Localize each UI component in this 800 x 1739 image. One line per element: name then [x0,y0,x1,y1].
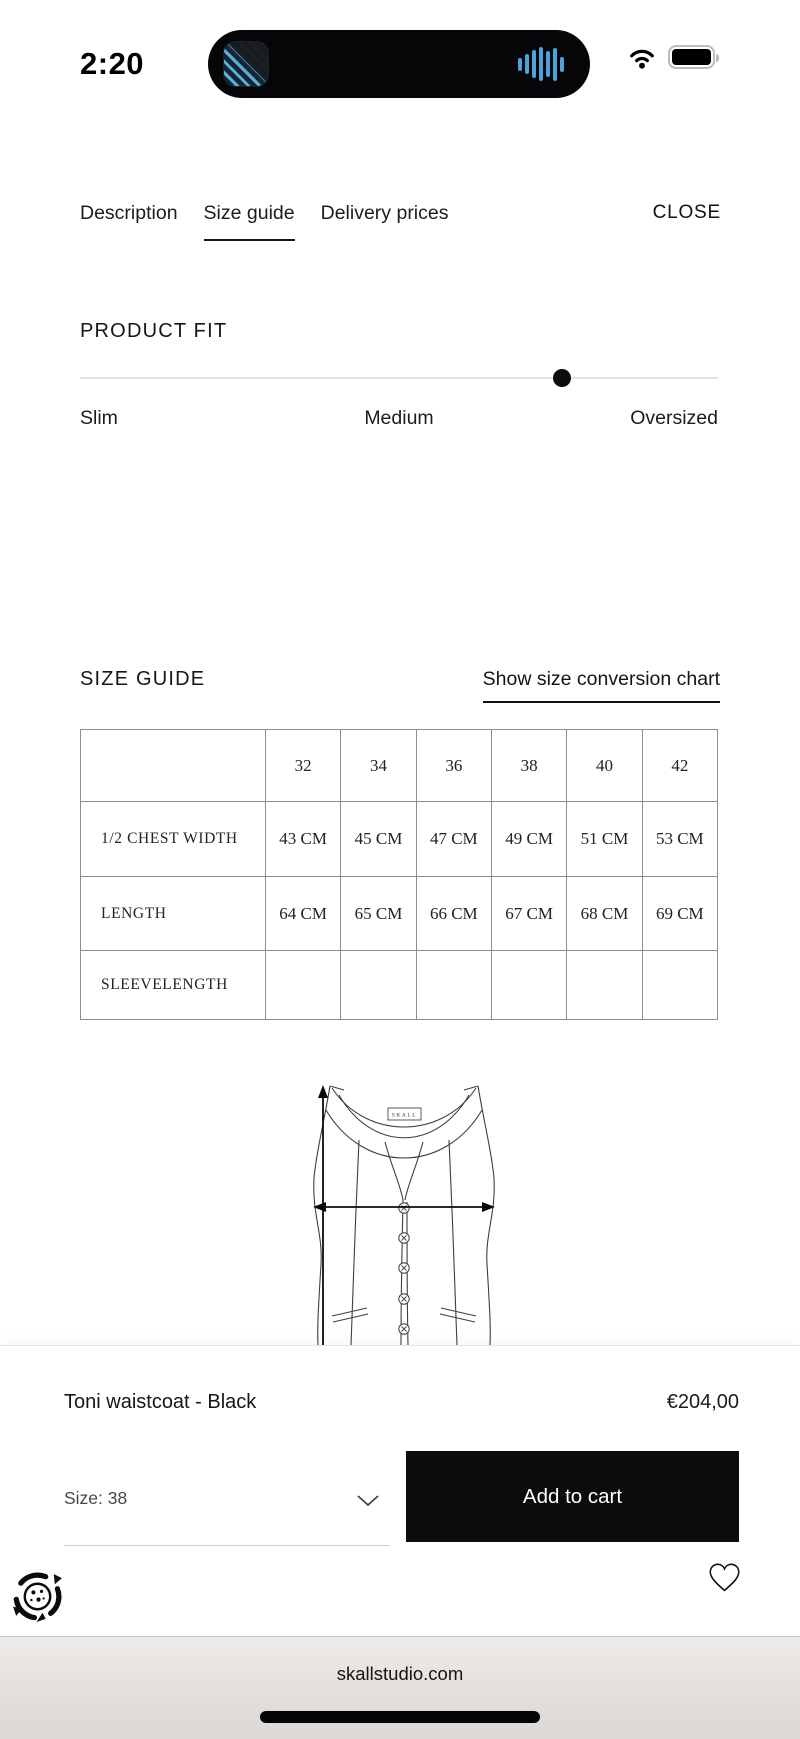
add-to-cart-button[interactable]: Add to cart [406,1451,739,1542]
cell: 68 CM [567,877,642,951]
fit-label-slim: Slim [80,407,118,429]
col-header: 38 [491,730,566,802]
table-header-row [81,730,718,802]
product-title: Toni waistcoat - Black [64,1391,257,1413]
size-selector-value: Size: 38 [64,1488,128,1508]
fit-scale-labels [80,407,718,430]
status-bar [0,0,800,110]
fit-label-oversized: Oversized [630,407,718,429]
wifi-icon [627,47,657,69]
heart-icon[interactable] [708,1562,741,1593]
product-fit-title: PRODUCT FIT [80,320,228,342]
row-label: 1/2 CHEST WIDTH [81,802,266,877]
cookie-consent-icon[interactable] [9,1568,66,1625]
browser-bottom-bar [0,1636,800,1739]
table-row [81,802,718,877]
home-indicator[interactable] [260,1711,540,1723]
cell: 64 CM [266,877,341,951]
cell [341,951,416,1020]
clock: 2:20 [80,46,145,81]
battery-icon [668,45,715,69]
cell [266,951,341,1020]
dynamic-island[interactable] [208,30,590,98]
row-label: SLEEVELENGTH [81,951,266,1020]
close-button[interactable]: CLOSE [652,202,721,223]
cell [491,951,566,1020]
size-table [80,729,718,1020]
col-header: 42 [642,730,717,802]
cell: 66 CM [416,877,491,951]
tab-size-guide[interactable]: Size guide [204,202,295,241]
size-guide-title: SIZE GUIDE [80,668,206,690]
now-playing-artwork-icon [223,41,269,87]
cell: 69 CM [642,877,717,951]
tab-delivery-prices[interactable]: Delivery prices [320,202,449,224]
table-corner-cell [81,730,266,802]
cell: 65 CM [341,877,416,951]
cell [567,951,642,1020]
tab-description[interactable]: Description [80,202,178,224]
overlay-tabs [80,202,721,241]
cell: 67 CM [491,877,566,951]
sticky-product-bar [0,1345,800,1636]
fit-slider-handle [553,369,571,387]
col-header: 40 [567,730,642,802]
fit-slider-track [80,377,718,379]
product-price: €204,00 [666,1391,739,1413]
garment-brand-label: SKALL [391,1112,418,1119]
show-size-conversion-link[interactable]: Show size conversion chart [483,668,720,703]
cell [642,951,717,1020]
address-bar[interactable]: skallstudio.com [336,1663,464,1684]
fit-label-medium: Medium [364,407,434,429]
col-header: 34 [341,730,416,802]
cell: 43 CM [266,802,341,877]
audio-waveform-icon [518,30,564,98]
cell: 53 CM [642,802,717,877]
table-row [81,877,718,951]
waistcoat-measurement-diagram [306,1082,502,1345]
cell: 47 CM [416,802,491,877]
cell [416,951,491,1020]
cell: 45 CM [341,802,416,877]
col-header: 32 [266,730,341,802]
cell: 49 CM [491,802,566,877]
cell: 51 CM [567,802,642,877]
row-label: LENGTH [81,877,266,951]
table-row [81,951,718,1020]
size-selector[interactable] [64,1456,390,1546]
col-header: 36 [416,730,491,802]
chevron-down-icon [356,1494,380,1507]
